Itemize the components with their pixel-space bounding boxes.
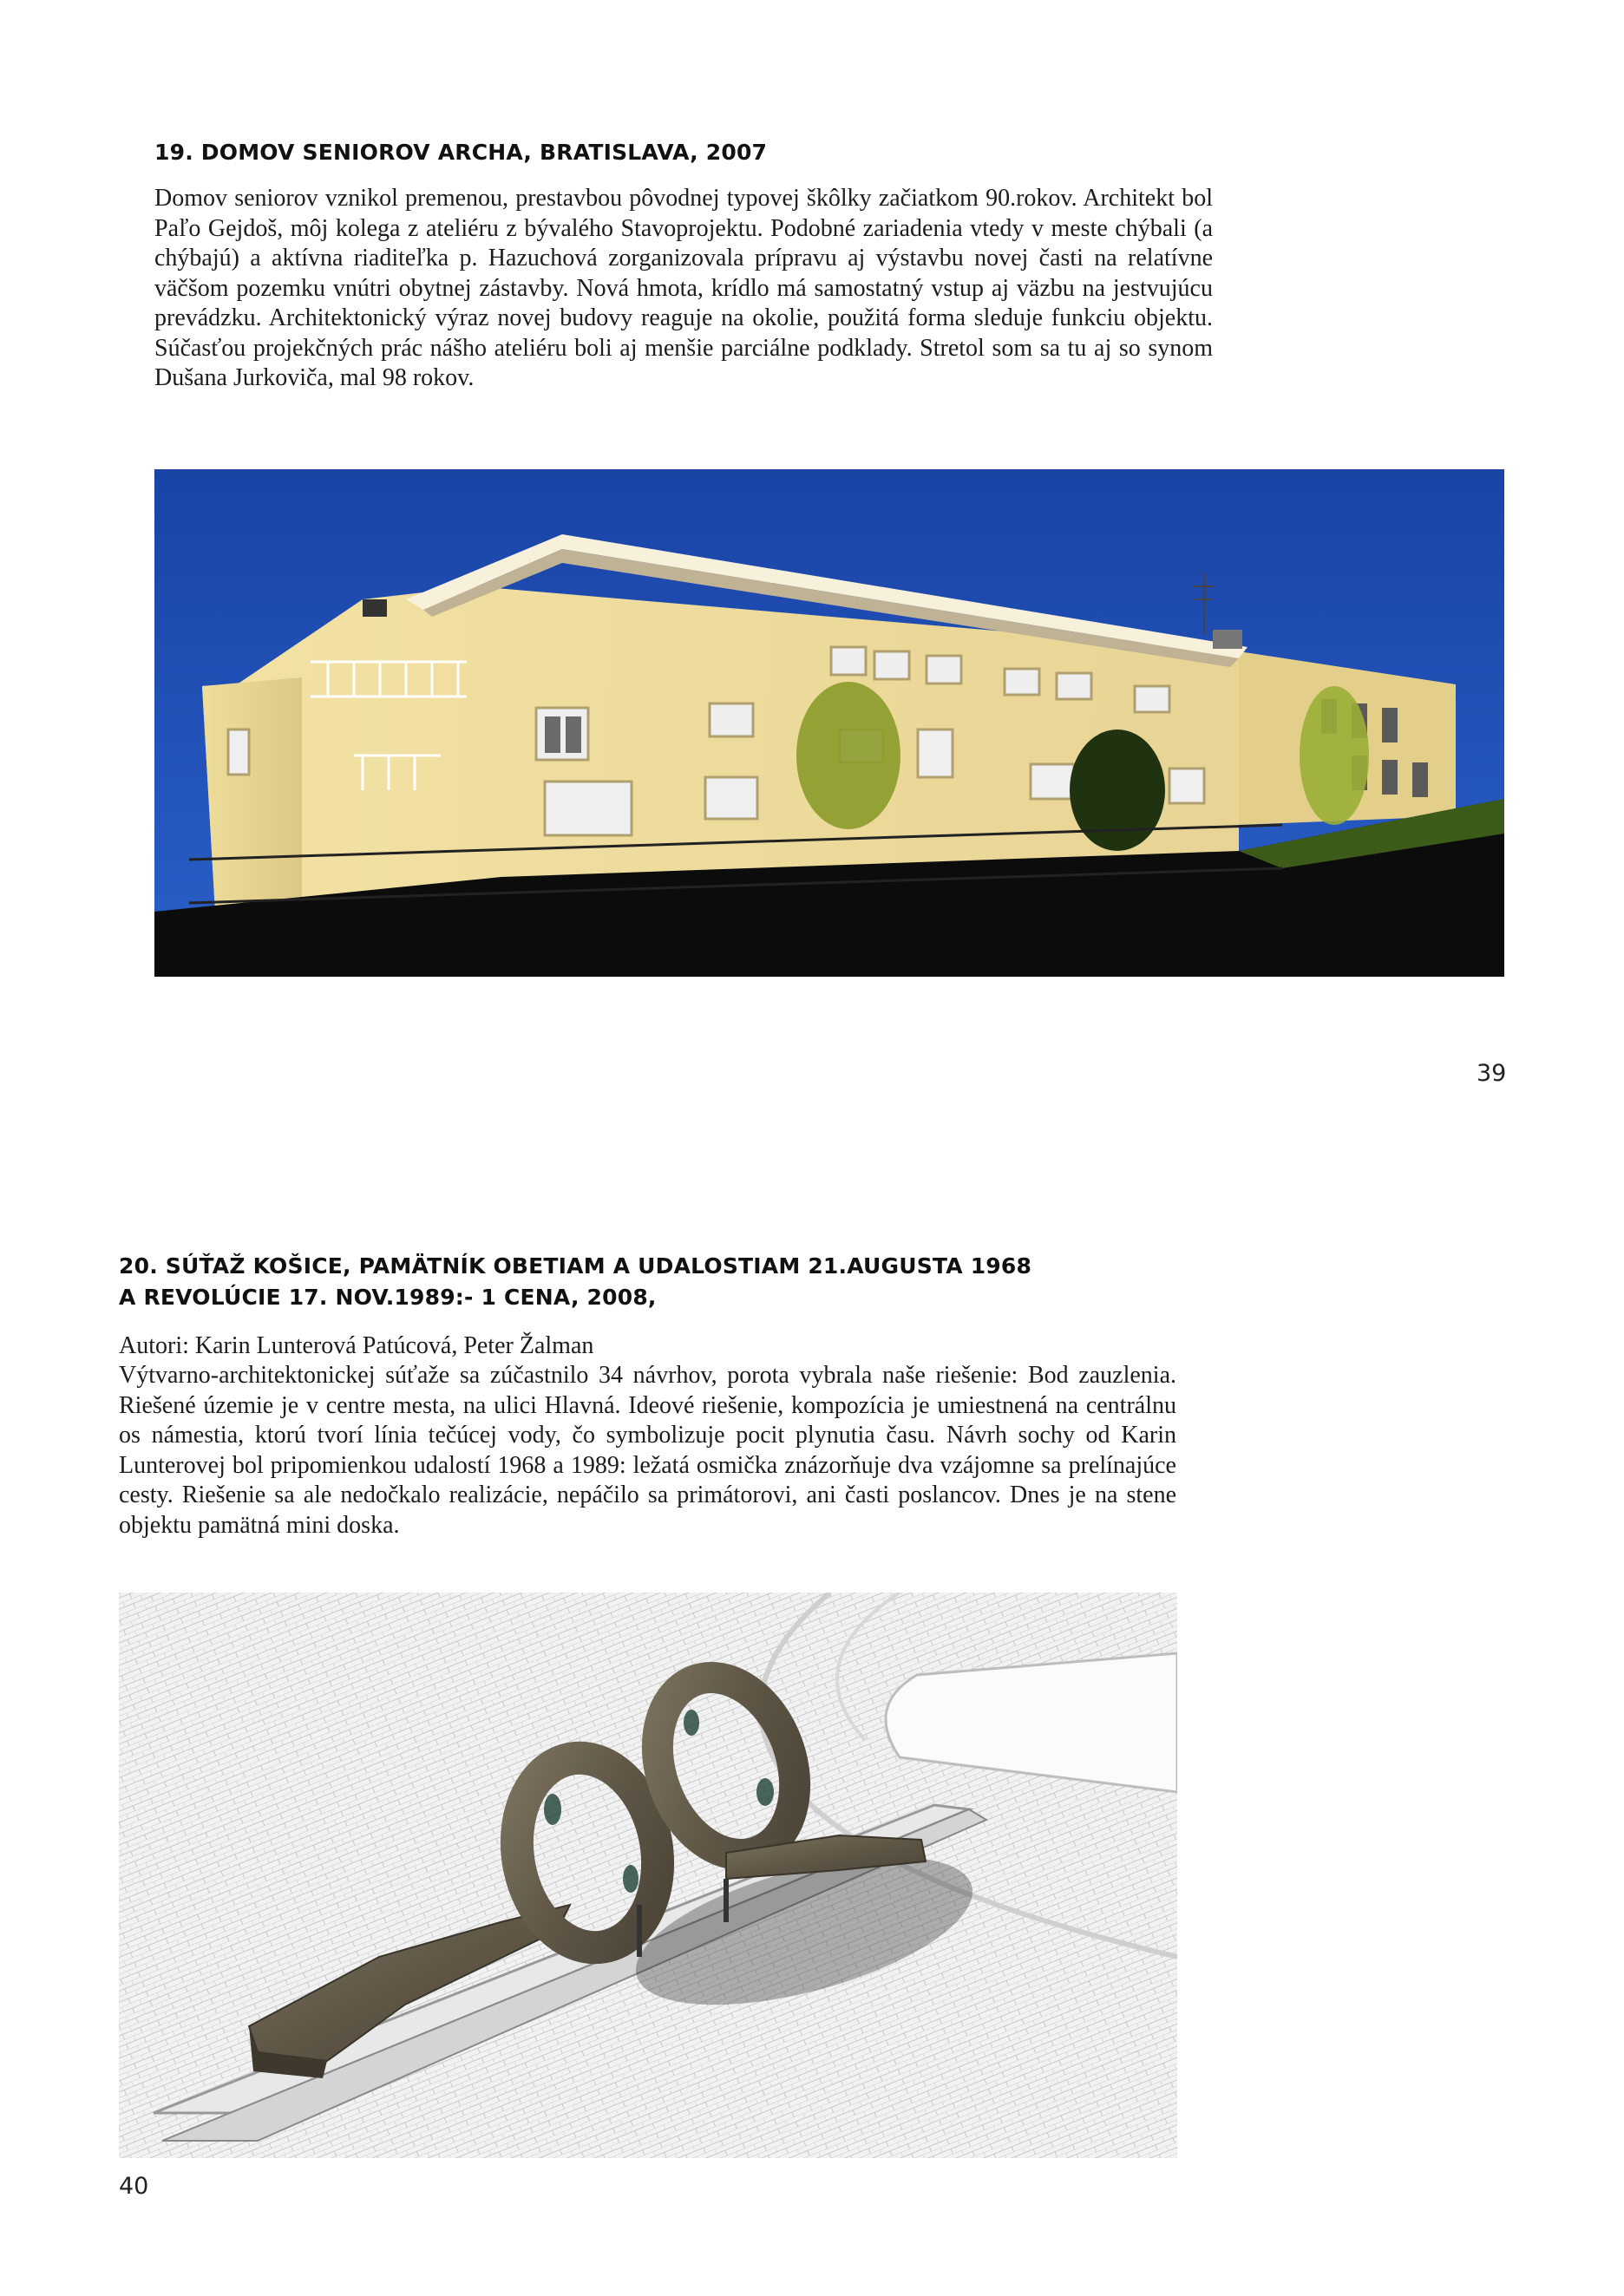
section-20-body: Výtvarno-architektonickej súťaže sa zúčastnilo 34 návrhov, porota vybrala naše riešenie: Bod zauzlenia. Riešené územie je v centre mesta, na ulici Hlavná. Ideové riešenie, kompozícia je umiestnená na centrálnu os námestia, ktorú tvorí línia tečúcej vody, čo symbolizuje pocit plynutia času. Návrh sochy od Karin Lunterovej bol pripomienkou udalostí 1968 a 1989: ležatá osmička znázorňuje dva vzájomne sa prelínajúce cesty. Riešenie sa ale nedočkalo realizácie, nepáčilo sa primátorovi, ani časti poslancov. Dnes je na stene objektu pamätná mini doska. (119, 1362, 1176, 1539)
window (545, 782, 632, 835)
building-photo-illustration (154, 469, 1504, 977)
building-photo (154, 469, 1504, 977)
window (228, 729, 249, 775)
window (927, 656, 961, 684)
window (918, 729, 953, 777)
window (710, 703, 753, 736)
page-number-40: 40 (119, 2173, 149, 2200)
window (1005, 669, 1039, 695)
section-20-authors: Autori: Karin Lunterová Patúcová, Peter Žalman (119, 1332, 594, 1359)
window (831, 647, 866, 675)
window (1135, 686, 1169, 712)
section-20-title: 20. SÚŤAŽ KOŠICE, PAMÄTNÍK OBETIAM A UDALOSTIAM 21.AUGUSTA 1968 A REVOLÚCIE 17. NOV.1989:- 1 CENA, 2008, (119, 1253, 1032, 1310)
memorial-render (119, 1593, 1177, 2158)
memorial-render-illustration (119, 1593, 1177, 2158)
window (705, 777, 757, 819)
window (1169, 769, 1204, 803)
section-19-body: Domov seniorov vznikol premenou, prestavbou pôvodnej typovej škôlky začiatkom 90.rokov. Architekt bol Paľo Gejdoš, môj kolega z ateliéru z bývalého Stavoprojektu. Podobné zariadenia vtedy v meste chýbali (a chýbajú) a aktívna riaditeľka p. Hazuchová zorganizovala prípravu aj výstavbu novej časti na relatívne väčšom pozemku vnútri obytnej zástavby. Nová hmota, krídlo má samostatný vstup aj väzbu na jestvujúcu prevádzku. Architektonický výraz novej budovy reaguje na okolie, použitá forma sleduje funkciu objektu. Súčasťou projekčných prác nášho ateliéru boli aj menšie parciálne podklady. Stretol som sa tu aj so synom Dušana Jurkoviča, mal 98 rokov. (154, 185, 1213, 391)
tree-right (1070, 729, 1165, 851)
window (1057, 673, 1091, 699)
window (874, 651, 909, 679)
page-number-39: 39 (1477, 1060, 1507, 1087)
side-facade (202, 677, 302, 912)
tree-left (796, 682, 900, 829)
window (1031, 764, 1074, 799)
section-19-title: 19. DOMOV SENIOROV ARCHA, BRATISLAVA, 2007 (154, 140, 768, 165)
